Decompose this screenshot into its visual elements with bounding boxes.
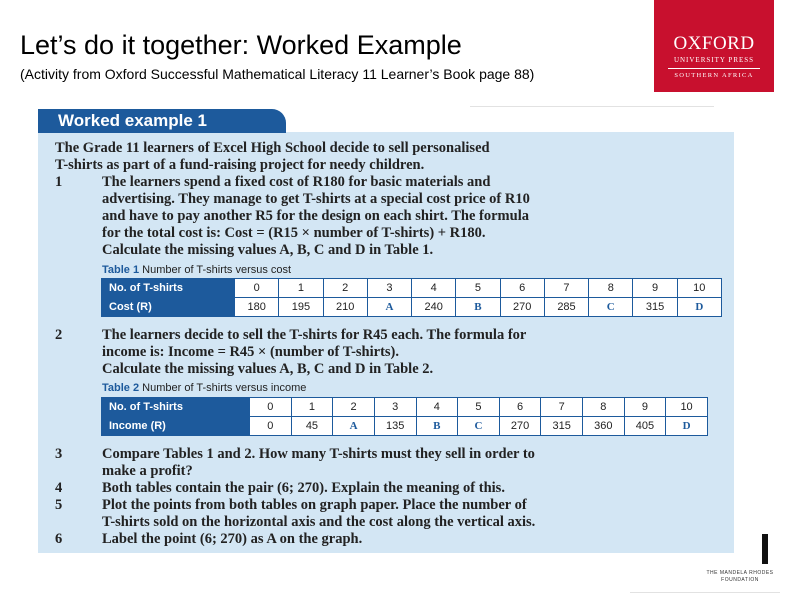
table-cell: 5 xyxy=(458,398,500,417)
table-cell: 315 xyxy=(541,417,583,436)
table-1-caption-text: Number of T-shirts versus cost xyxy=(142,264,292,276)
logo-divider xyxy=(668,68,760,69)
table-cell: 240 xyxy=(412,298,456,317)
table-cell: D xyxy=(666,417,708,436)
question-1-line: The learners spend a fixed cost of R180 for basic materials and xyxy=(102,174,491,190)
table-cell: 270 xyxy=(499,417,541,436)
table-cell: A xyxy=(367,298,411,317)
table-cell: B xyxy=(416,417,458,436)
question-number: 5 xyxy=(55,497,63,513)
question-3-line: make a profit? xyxy=(102,463,193,479)
question-number: 1 xyxy=(55,174,63,190)
table-1-caption xyxy=(102,264,291,276)
table-row xyxy=(102,398,708,417)
question-3-line: Compare Tables 1 and 2. How many T-shirts must they sell in order to xyxy=(102,446,535,462)
table-cell: 135 xyxy=(374,417,416,436)
table-cell: 6 xyxy=(500,279,544,298)
table-cell: 5 xyxy=(456,279,500,298)
table-2-caption-text: Number of T-shirts versus income xyxy=(142,382,307,394)
row-header: Income (R) xyxy=(102,417,250,436)
table-cell: 2 xyxy=(323,279,367,298)
question-number: 2 xyxy=(55,327,63,343)
question-5-line: T-shirts sold on the horizontal axis and the cost along the vertical axis. xyxy=(102,514,536,530)
table-cell: 180 xyxy=(235,298,279,317)
table-cell: A xyxy=(333,417,375,436)
table-cell: 0 xyxy=(250,417,292,436)
table-cell: 9 xyxy=(633,279,677,298)
question-1-line: for the total cost is: Cost = (R15 × number of T-shirts) + R180. xyxy=(102,225,486,241)
table-cell: 285 xyxy=(544,298,588,317)
table-cell: 1 xyxy=(291,398,333,417)
table-cell: 7 xyxy=(541,398,583,417)
question-1-line: Calculate the missing values A, B, C and D in Table 1. xyxy=(102,242,434,258)
question-number: 3 xyxy=(55,446,63,462)
question-2-line: The learners decide to sell the T-shirts for R45 each. The formula for xyxy=(102,327,527,343)
slide-subtitle: (Activity from Oxford Successful Mathematical Literacy 11 Learner’s Book page 88) xyxy=(20,66,535,82)
question-2-line: income is: Income = R45 × (number of T-shirts). xyxy=(102,344,399,360)
table-cell: 315 xyxy=(633,298,677,317)
foundation-mark-icon xyxy=(762,534,768,564)
table-cell: D xyxy=(677,298,721,317)
table-cell: 7 xyxy=(544,279,588,298)
oxford-logo xyxy=(654,0,774,92)
logo-line-southern-africa: SOUTHERN AFRICA xyxy=(674,72,754,79)
foundation-line-2: FOUNDATION xyxy=(721,577,759,583)
table-cell: 3 xyxy=(367,279,411,298)
table-2-caption xyxy=(102,382,306,394)
table-2-label: Table 2 xyxy=(102,382,140,394)
table-cell: 10 xyxy=(677,279,721,298)
table-cell: 210 xyxy=(323,298,367,317)
table-cell: 9 xyxy=(624,398,666,417)
intro-line: The Grade 11 learners of Excel High School decide to sell personalised xyxy=(55,140,490,156)
table-cell: B xyxy=(456,298,500,317)
footer-divider xyxy=(630,592,780,593)
table-row xyxy=(102,298,722,317)
table-cell: 0 xyxy=(250,398,292,417)
question-6-line: Label the point (6; 270) as A on the graph. xyxy=(102,531,363,547)
table-cell: 3 xyxy=(374,398,416,417)
row-header: Cost (R) xyxy=(102,298,235,317)
table-cell: 10 xyxy=(666,398,708,417)
intro-line: T-shirts as part of a fund-raising project for needy children. xyxy=(55,157,425,173)
header-divider xyxy=(470,106,714,107)
table-cell: 2 xyxy=(333,398,375,417)
logo-line-university-press: UNIVERSITY PRESS xyxy=(673,56,755,64)
question-2-line: Calculate the missing values A, B, C and D in Table 2. xyxy=(102,361,434,377)
table-cell: 45 xyxy=(291,417,333,436)
slide-title: Let’s do it together: Worked Example xyxy=(20,30,462,60)
question-1-line: and have to pay another R5 for the design on each shirt. The formula xyxy=(102,208,529,224)
question-number: 4 xyxy=(55,480,63,496)
question-number: 6 xyxy=(55,531,63,547)
question-1-line: advertising. They manage to get T-shirts at a special cost price of R10 xyxy=(102,191,530,207)
table-cell: 195 xyxy=(279,298,323,317)
table-cell: 8 xyxy=(589,279,633,298)
foundation-name xyxy=(700,570,780,584)
question-5-line: Plot the points from both tables on graph paper. Place the number of xyxy=(102,497,527,513)
worked-example-heading: Worked example 1 xyxy=(38,109,286,133)
logo-line-oxford: OXFORD xyxy=(673,33,755,54)
table-cell: 405 xyxy=(624,417,666,436)
table-1 xyxy=(101,278,722,317)
row-header: No. of T-shirts xyxy=(102,279,235,298)
table-cell: C xyxy=(458,417,500,436)
table-cell: C xyxy=(589,298,633,317)
row-header: No. of T-shirts xyxy=(102,398,250,417)
table-row xyxy=(102,279,722,298)
table-cell: 0 xyxy=(235,279,279,298)
table-cell: 270 xyxy=(500,298,544,317)
table-2 xyxy=(101,397,708,436)
foundation-line-1: THE MANDELA RHODES xyxy=(706,570,774,576)
table-cell: 4 xyxy=(412,279,456,298)
table-cell: 1 xyxy=(279,279,323,298)
table-cell: 8 xyxy=(583,398,625,417)
table-row xyxy=(102,417,708,436)
question-4-line: Both tables contain the pair (6; 270). Explain the meaning of this. xyxy=(102,480,505,496)
table-1-label: Table 1 xyxy=(102,264,140,276)
table-cell: 4 xyxy=(416,398,458,417)
table-cell: 360 xyxy=(583,417,625,436)
table-cell: 6 xyxy=(499,398,541,417)
